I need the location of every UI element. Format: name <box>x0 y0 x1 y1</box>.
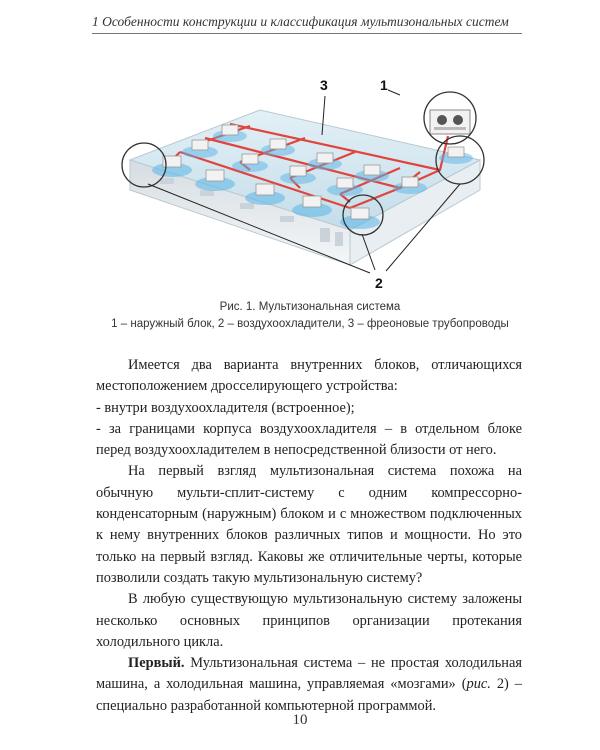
page-number: 10 <box>292 712 308 728</box>
header-rule <box>92 33 522 34</box>
principle-label: Первый. <box>128 655 185 672</box>
body-text <box>96 355 522 717</box>
paragraph-first-text-b: 2) – специально разработанной компьютерной программой. <box>96 676 522 714</box>
callout-pipelines: 3 <box>320 77 328 93</box>
figure-caption-title: Рис. 1. Мультизональная система <box>219 301 401 313</box>
figure-multizone-system <box>100 60 520 310</box>
callout-air-coolers: 2 <box>375 275 383 291</box>
paragraph-first-principle <box>96 653 522 717</box>
callout-outdoor-unit: 1 <box>380 77 388 93</box>
paragraph-comparison: На первый взгляд мультизональная система похожа на обычную мульти-сплит-систему с одним компрессорно-конденсаторным (наружным) блоком и с множеством подключенных к нему внутренних блоков различных типов и мощности. Но это только на первый взгляд. Каковы же отличительные черты, которые позволили создать такую мультизональную систему? <box>96 463 522 586</box>
list-item-separate-block: - за границами корпуса воздухоохладителя – в отдельном блоке перед воздухоохладителем в непосредственной близости от него. <box>96 420 522 459</box>
paragraph-first-text-a: Мультизональная система – не простая холодильная машина, а холодильная машина, управляемая «мозгами» ( <box>96 655 522 693</box>
outdoor-unit <box>430 110 470 134</box>
paragraph-principles: В любую существующую мультизональную систему заложены несколько основных принципов организации протекания холодильного цикла. <box>96 591 522 650</box>
multizone-diagram <box>100 60 520 310</box>
running-title: 1 Особенности конструкции и классификация мультизональных систем <box>92 14 509 29</box>
list-item-built-in: - внутри воздухоохладителя (встроенное); <box>96 399 355 416</box>
figure-reference: рис. <box>466 676 491 693</box>
figure-caption-legend: 1 – наружный блок, 2 – воздухоохладители, 3 – фреоновые трубопроводы <box>111 318 509 330</box>
paragraph-variants: Имеется два варианта внутренних блоков, отличающихся местоположением дросселирующего устройства: <box>96 357 522 395</box>
